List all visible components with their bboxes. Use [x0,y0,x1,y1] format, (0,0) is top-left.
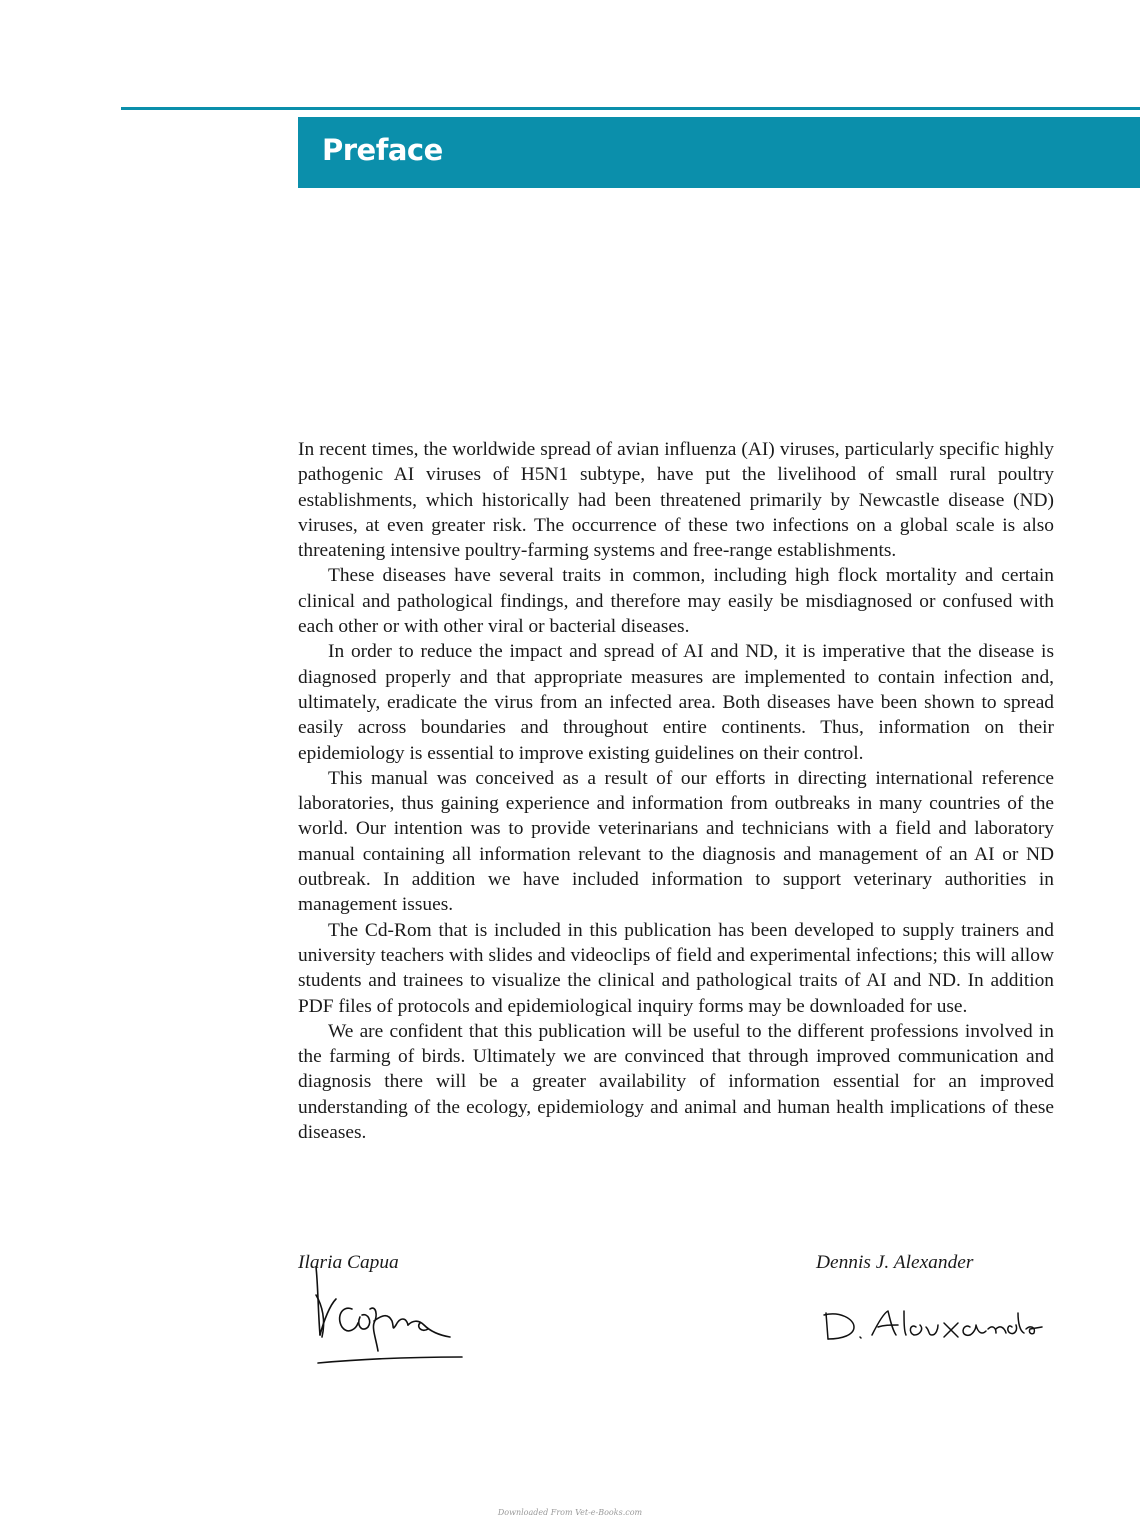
page-title: Preface [322,132,443,167]
alexander-signature [820,1305,1045,1347]
paragraph: In recent times, the worldwide spread of avian influenza (AI) viruses, particularly specific highly pathogenic AI viruses of H5N1 subtype, have put the livelihood of small rural poultry establishments, which historically had been threatened primarily by Newcastle disease (ND) viruses, at even greater risk. The occurrence of these two infections on a global scale is also threatening intensive poultry-farming systems and free-range establishments. [298,439,1054,562]
capua-signature [312,1265,472,1375]
download-watermark: Downloaded From Vet-e-Books.com [497,1508,643,1517]
preface-body [298,437,1054,1145]
paragraph: We are confident that this publication will be useful to the different professions involved in the farming of birds. Ultimately we are convinced that through improved communication and diagnosis there will be a greater availability of information essential for an improved understanding of the ecology, epidemiology and animal and human health implications of these diseases. [298,1020,1054,1144]
author-name-capua: Ilaria Capua [298,1252,399,1273]
author-name-alexander: Dennis J. Alexander [816,1252,974,1273]
paragraph: These diseases have several traits in common, including high flock mortality and certain clinical and pathological findings, and therefore may easily be misdiagnosed or confused with each other or with other viral or bacterial diseases. [298,565,1054,638]
paragraph: This manual was conceived as a result of our efforts in directing international reference laboratories, thus gaining experience and information from outbreaks in many countries of the world. Our intention was to provide veterinarians and technicians with a field and laboratory manual containing all information relevant to the diagnosis and management of an AI or ND outbreak. In addition we have included information to support veterinary authorities in management issues. [298,767,1054,916]
header-band [298,117,1140,188]
header-rule [121,107,1140,110]
paragraph: In order to reduce the impact and spread of AI and ND, it is imperative that the disease is diagnosed properly and that appropriate measures are implemented to contain infection and, ultimately, eradicate the virus from an infected area. Both diseases have been shown to spread easily across boundaries and throughout entire continents. Thus, information on their epidemiology is essential to improve existing guidelines on their control. [298,641,1054,764]
paragraph: The Cd-Rom that is included in this publication has been developed to supply trainers and university teachers with slides and videoclips of field and experimental infections; this will allow students and trainees to visualize the clinical and pathological traits of AI and ND. In addition PDF files of protocols and epidemiological inquiry forms may be downloaded for use. [298,919,1054,1017]
